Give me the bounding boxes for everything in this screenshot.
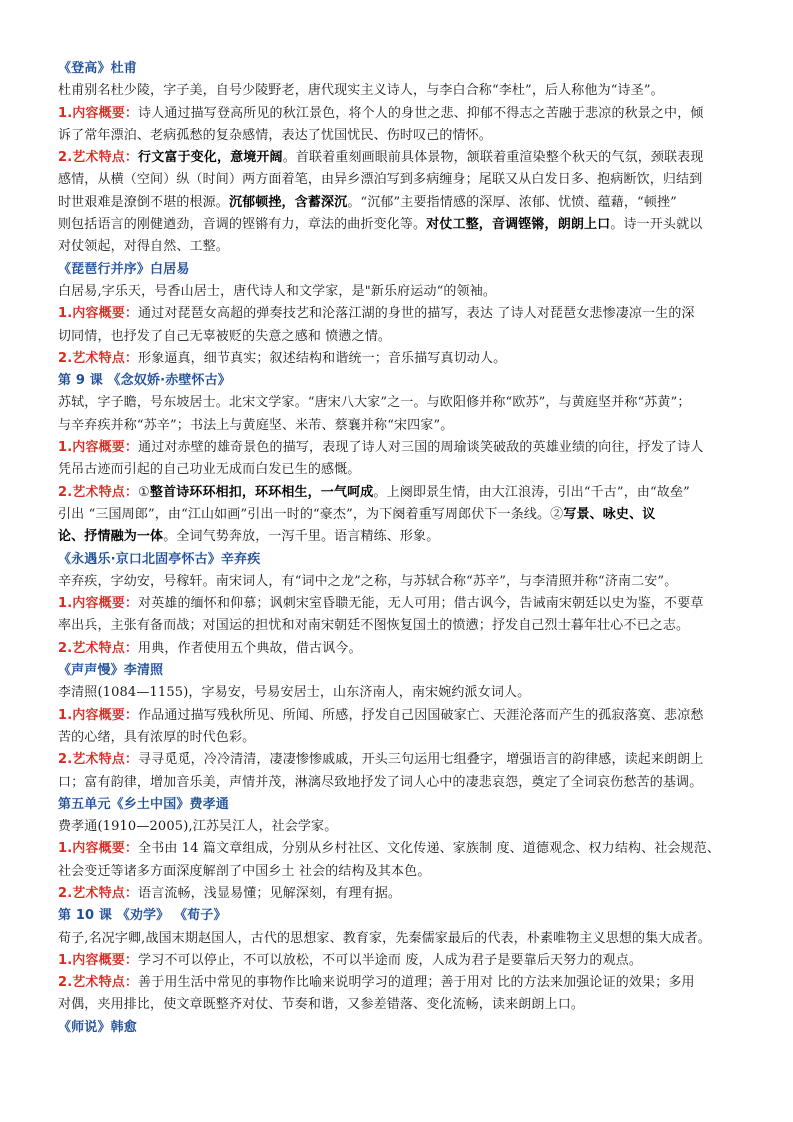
text-line xyxy=(58,593,742,615)
text-line xyxy=(58,214,742,236)
text-span: 。全词气势奔放，一泻千里。语言精练、形象。 xyxy=(163,529,440,545)
text-line xyxy=(58,727,742,749)
text-line xyxy=(58,504,742,526)
item-label: 2.艺术特点： xyxy=(58,885,139,901)
text-span: 学习不可以停止，不可以放松，不可以半途而 废，人成为君子是要靠后天努力的观点。 xyxy=(138,952,643,968)
text-line xyxy=(58,883,742,905)
text-line xyxy=(58,303,742,325)
text-line xyxy=(58,928,742,950)
text-span: 杜甫别名杜少陵，字子美，自号少陵野老，唐代现实主义诗人，与李白合称“李杜”，后人称他为“诗圣”。 xyxy=(58,83,664,99)
text-span: 对仗领起，对得自然、工整。 xyxy=(58,239,229,255)
emphasis-text: 行文富于变化，意境开阔 xyxy=(138,150,283,166)
text-span: 则包括语言的刚健遒劲，音调的铿锵有力，章法的曲折变化等。 xyxy=(58,217,427,233)
text-line xyxy=(58,437,742,459)
text-line xyxy=(58,192,742,214)
emphasis-text: 沉郁顿挫，含蓄深沉 xyxy=(228,194,348,210)
text-span: 《琵琶行并序》白居易 xyxy=(58,261,190,277)
text-span: 通过对赤壁的雄奇景色的描写，表现了诗人对三国的周瑜谈笑破敌的英雄业绩的向往，抒发了诗人 xyxy=(138,440,704,456)
item-label: 1.内容概要： xyxy=(58,952,139,968)
text-span: 李清照(1084—1155)，字易安，号易安居士，山东济南人，南宋婉约派女词人。 xyxy=(58,685,531,701)
text-span: 费孝通(1910—2005),江苏吴江人，社会学家。 xyxy=(58,819,338,835)
item-label: 2.艺术特点： xyxy=(58,150,139,166)
text-span: 时世艰难是潦倒不堪的根源。 xyxy=(58,194,229,210)
text-span: 语言流畅，浅显易懂；见解深刻，有理有据。 xyxy=(138,885,402,901)
text-span: 第 9 课 《念奴娇·赤壁怀古》 xyxy=(58,373,231,389)
text-line xyxy=(58,705,742,727)
section-heading xyxy=(58,549,742,571)
text-span: 白居易,字乐天，号香山居士，唐代诗人和文学家，是"新乐府运动“的领袖。 xyxy=(58,283,497,299)
document-page xyxy=(58,58,742,1039)
text-span: 对英雄的缅怀和仰慕；讽刺宋室昏聩无能，无人可用；借古讽今，告诫南宋朝廷以史为鉴，不要草 xyxy=(138,596,704,612)
text-span: 社会变迁等诸多方面深度解剖了中国乡土 社会的结构及其本色。 xyxy=(58,863,431,879)
text-line xyxy=(58,236,742,258)
item-label: 2.艺术特点： xyxy=(58,640,139,656)
text-line xyxy=(58,482,742,504)
text-line xyxy=(58,281,742,303)
item-label: 2.艺术特点： xyxy=(58,975,139,991)
section-heading xyxy=(58,370,742,392)
text-span: 率出兵，主张有备而战；对国运的担忧和对南宋朝廷不图恢复国土的愤懑；抒发自己烈士暮年壮心不已之志。 xyxy=(58,618,690,634)
text-span: 用典，作者使用五个典故，借古讽今。 xyxy=(138,640,362,656)
text-span: 第五单元《乡土中国》费孝通 xyxy=(58,796,229,812)
text-span: 通过对琵琶女高超的弹奏技艺和沦落江湖的身世的描写，表达 了诗人对琵琶女悲惨凄凉一生的深 xyxy=(138,306,695,322)
item-label: 1.内容概要： xyxy=(58,306,139,322)
item-label: 1.内容概要： xyxy=(58,440,139,456)
text-line xyxy=(58,994,742,1016)
text-line xyxy=(58,103,742,125)
text-line xyxy=(58,392,742,414)
text-span: 感情，从横（空间）纵（时间）两方面着笔，由异乡漂泊写到多病缠身；尾联又从白发日多、抱病断饮，归结到 xyxy=(58,172,703,188)
text-line xyxy=(58,861,742,883)
text-span: 诉了常年漂泊、老病孤愁的复杂感情，表达了忧国忧民、伤时叹己的情怀。 xyxy=(58,127,492,143)
text-span: 《登高》杜甫 xyxy=(58,61,137,76)
text-line xyxy=(58,125,742,147)
text-span: 苦的心绪，具有浓厚的时代色彩。 xyxy=(58,729,256,745)
text-span: 。首联着重刻画眼前具体景物，颔联着重渲染整个秋天的气氛，颈联表现 xyxy=(282,150,704,166)
text-line xyxy=(58,682,742,704)
text-span: 切同情，也抒发了自己无辜被贬的失意之感和 愤懑之情。 xyxy=(58,328,392,344)
emphasis-text: 整首诗环环相扣，环环相生，一气呵成 xyxy=(149,484,374,500)
text-span: 寻寻觅觅，冷冷清清，凄凄惨惨戚戚，开头三句运用七组叠字，增强语言的韵律感，读起来朗朗上 xyxy=(138,752,704,768)
text-span: 苏轼，字子瞻，号东坡居士。北宋文学家。“唐宋八大家”之一。与欧阳修并称“欧苏”，与黄庭坚并称“苏黄”； xyxy=(58,395,691,411)
text-line xyxy=(58,326,742,348)
text-span: 与辛弃疾并称“苏辛”；书法上与黄庭坚、米芾、蔡襄并称“宋四家”。 xyxy=(58,417,454,433)
text-span: 形象逼真，细节真实；叙述结构和谐统一；音乐描写真切动人。 xyxy=(138,350,507,366)
text-line xyxy=(58,147,742,169)
text-line xyxy=(58,950,742,972)
section-heading xyxy=(58,660,742,682)
text-line xyxy=(58,749,742,771)
text-line xyxy=(58,526,742,548)
text-span: 诗人通过描写登高所见的秋江景色，将个人的身世之悲、抑郁不得志之苦融于悲凉的秋景之中，倾 xyxy=(138,105,704,121)
text-line xyxy=(58,169,742,191)
item-label: 2.艺术特点： xyxy=(58,484,139,500)
item-label: 1.内容概要： xyxy=(58,707,139,723)
emphasis-text: 对仗工整，音调铿锵，朗朗上口 xyxy=(426,217,611,233)
text-span: 对偶，夹用排比，使文章既整齐对仗、节奏和谐，又参差错落、变化流畅，读来朗朗上口。 xyxy=(58,997,585,1013)
text-line xyxy=(58,615,742,637)
text-line xyxy=(58,838,742,860)
emphasis-text: 论、抒情融为一体 xyxy=(58,529,164,545)
text-line xyxy=(58,415,742,437)
item-label: 1.内容概要： xyxy=(58,841,139,857)
text-span: 。“沉郁”主要指情感的深厚、浓郁、忧愤、蕴藉，“顿挫” xyxy=(347,194,677,210)
text-span: 辛弃疾，字幼安，号稼轩。南宋词人，有“词中之龙”之称，与苏轼合称“苏辛”，与李清照并称“济南二安”。 xyxy=(58,573,678,589)
section-heading xyxy=(58,794,742,816)
text-line xyxy=(58,972,742,994)
text-span: 荀子,名况字卿,战国末期赵国人，古代的思想家、教育家，先秦儒家最后的代表，朴素唯物主义思想的集大成者。 xyxy=(58,930,711,946)
text-line xyxy=(58,638,742,660)
text-line xyxy=(58,459,742,481)
section-heading xyxy=(58,1017,742,1039)
text-span: 《师说》韩愈 xyxy=(58,1019,137,1035)
text-span: 第 10 课 《劝学》 《荀子》 xyxy=(58,908,227,924)
text-line xyxy=(58,571,742,593)
text-span: 引出 “三国周郎”，由“江山如画”引出一时的“豪杰”，为下阕着重写周郎伏下一条线。② xyxy=(58,506,564,522)
item-label: 1.内容概要： xyxy=(58,596,139,612)
text-line xyxy=(58,816,742,838)
emphasis-text: 写景、咏史、议 xyxy=(563,506,656,522)
section-heading xyxy=(58,58,742,80)
text-span: ① xyxy=(138,484,150,500)
text-span: 凭吊古迹而引起的自己功业无成而白发已生的感慨。 xyxy=(58,462,361,478)
text-line xyxy=(58,80,742,102)
text-span: 《永遇乐·京口北固亭怀古》辛弃疾 xyxy=(58,551,261,567)
text-span: 。诗一开头就以 xyxy=(610,217,703,233)
text-span: 。上阕即景生情，由大江浪涛，引出“千古”，由“故垒” xyxy=(373,484,690,500)
text-span: 全书由 14 篇文章组成，分别从乡村社区、文化传递、家族制 度、道德观念、权力结构、社会规范、 xyxy=(138,841,721,857)
item-label: 2.艺术特点： xyxy=(58,350,139,366)
item-label: 2.艺术特点： xyxy=(58,752,139,768)
text-span: 作品通过描写残秋所见、所闻、所感，抒发自己因国破家亡、天涯沦落而产生的孤寂落寞、悲凉愁 xyxy=(138,707,704,723)
item-label: 1.内容概要： xyxy=(58,105,139,121)
text-span: 《声声慢》李清照 xyxy=(58,663,164,679)
text-line xyxy=(58,772,742,794)
text-span: 口；富有韵律，增加音乐美，声情并茂，淋漓尽致地抒发了词人心中的凄悲哀怨，奠定了全词哀伤愁苦的基调。 xyxy=(58,774,703,790)
section-heading xyxy=(58,259,742,281)
text-line xyxy=(58,348,742,370)
section-heading xyxy=(58,905,742,927)
text-span: 善于用生活中常见的事物作比喻来说明学习的道理；善于用对 比的方法来加强论证的效果；多用 xyxy=(138,975,695,991)
